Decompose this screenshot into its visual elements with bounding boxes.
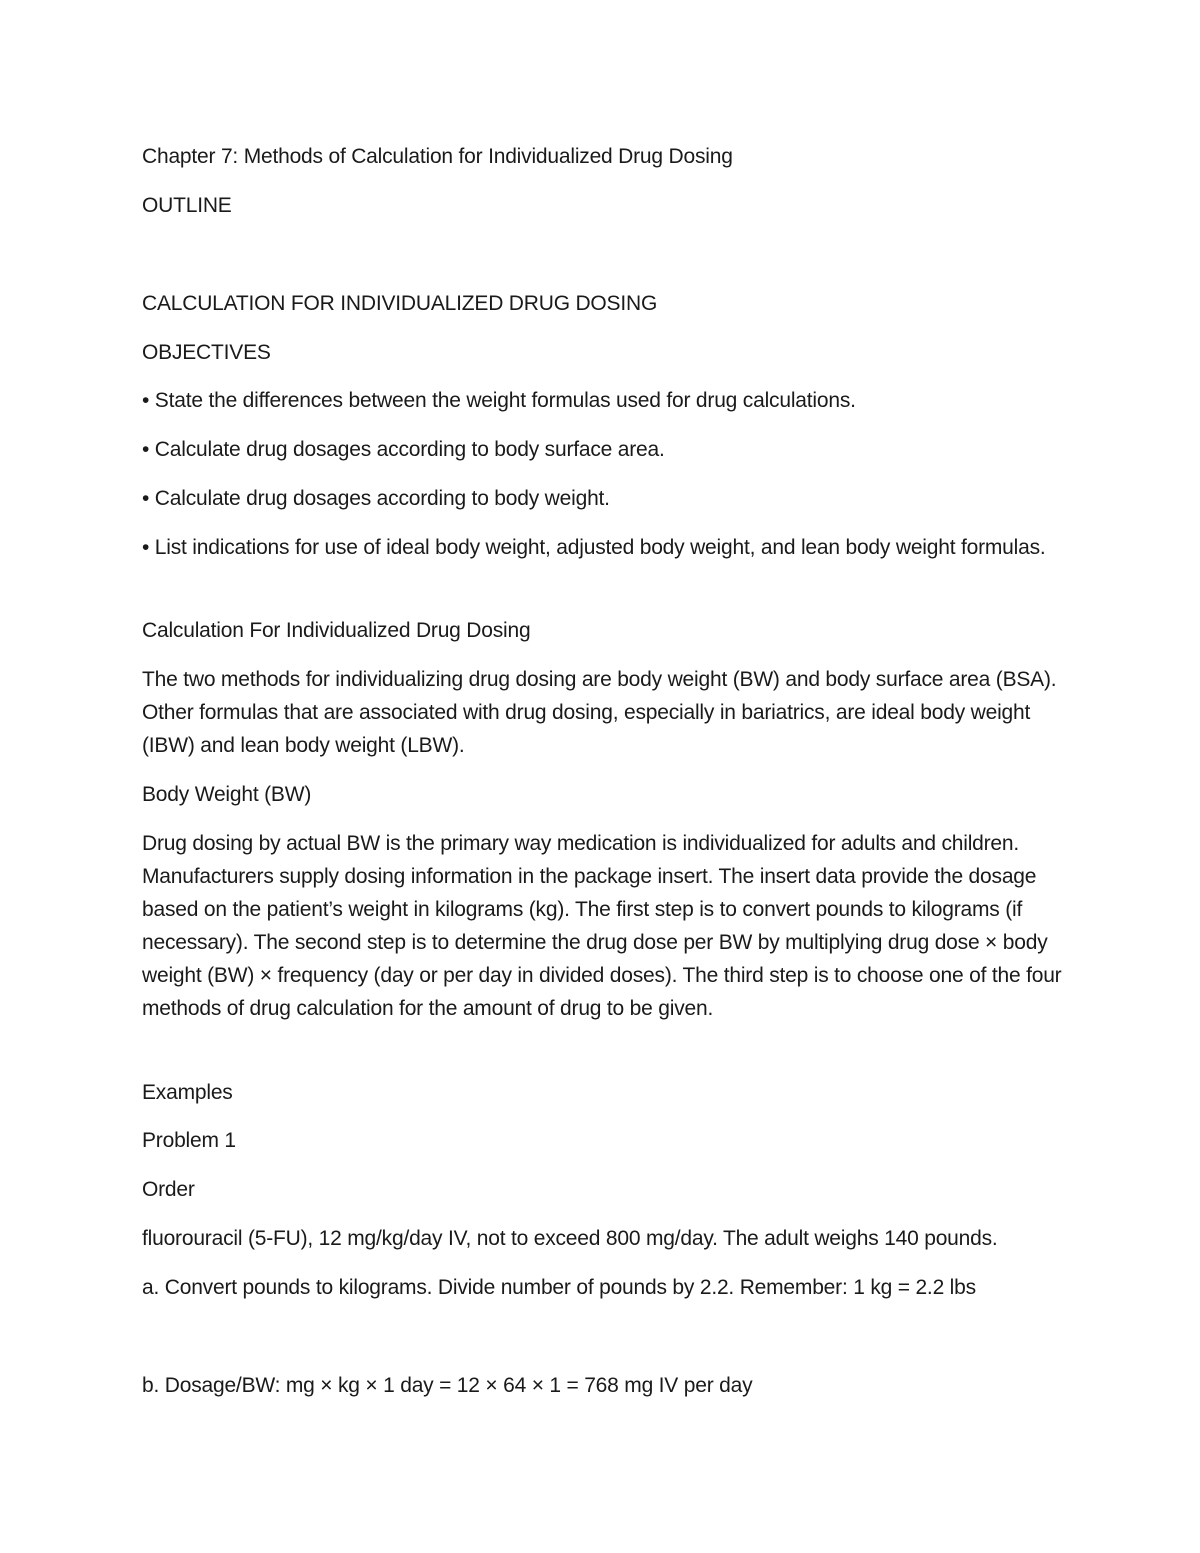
examples-label: Examples [142, 1081, 233, 1104]
subheading-body-weight: Body Weight (BW) [142, 783, 312, 806]
objective-item: • Calculate drug dosages according to body weight. [142, 487, 610, 510]
order-label: Order [142, 1178, 195, 1201]
problem-label: Problem 1 [142, 1129, 236, 1152]
paragraph-methods: The two methods for individualizing drug dosing are body weight (BW) and body surface area (BSA). Other formulas that are associated with drug dosing, especially in bariatrics, are ideal body weight (IBW) and lean body weight (LBW). [142, 668, 1057, 757]
step-a: a. Convert pounds to kilograms. Divide number of pounds by 2.2. Remember: 1 kg = 2.2 lbs [142, 1276, 976, 1299]
objectives-label: OBJECTIVES [142, 341, 271, 364]
chapter-title: Chapter 7: Methods of Calculation for Individualized Drug Dosing [142, 145, 733, 168]
step-b: b. Dosage/BW: mg × kg × 1 day = 12 × 64 × 1 = 768 mg IV per day [142, 1374, 753, 1397]
order-text: fluorouracil (5-FU), 12 mg/kg/day IV, not to exceed 800 mg/day. The adult weighs 140 pounds. [142, 1227, 998, 1250]
section-heading: CALCULATION FOR INDIVIDUALIZED DRUG DOSING [142, 292, 658, 315]
objective-item: • State the differences between the weight formulas used for drug calculations. [142, 389, 856, 412]
objective-item: • Calculate drug dosages according to body surface area. [142, 438, 665, 461]
objective-item: • List indications for use of ideal body weight, adjusted body weight, and lean body weight formulas. [142, 536, 1046, 559]
subheading-calculation: Calculation For Individualized Drug Dosing [142, 619, 531, 642]
paragraph-body-weight: Drug dosing by actual BW is the primary way medication is individualized for adults and children. Manufacturers supply dosing information in the package insert. The insert data provide the dosage based on the patient’s weight in kilograms (kg). The first step is to convert pounds to kilograms (if necessary). The second step is to determine the drug dose per BW by multiplying drug dose × body weight (BW) × frequency (day or per day in divided doses). The third step is to choose one of the four methods of drug calculation for the amount of drug to be given. [142, 832, 1062, 1020]
outline-label: OUTLINE [142, 194, 232, 217]
